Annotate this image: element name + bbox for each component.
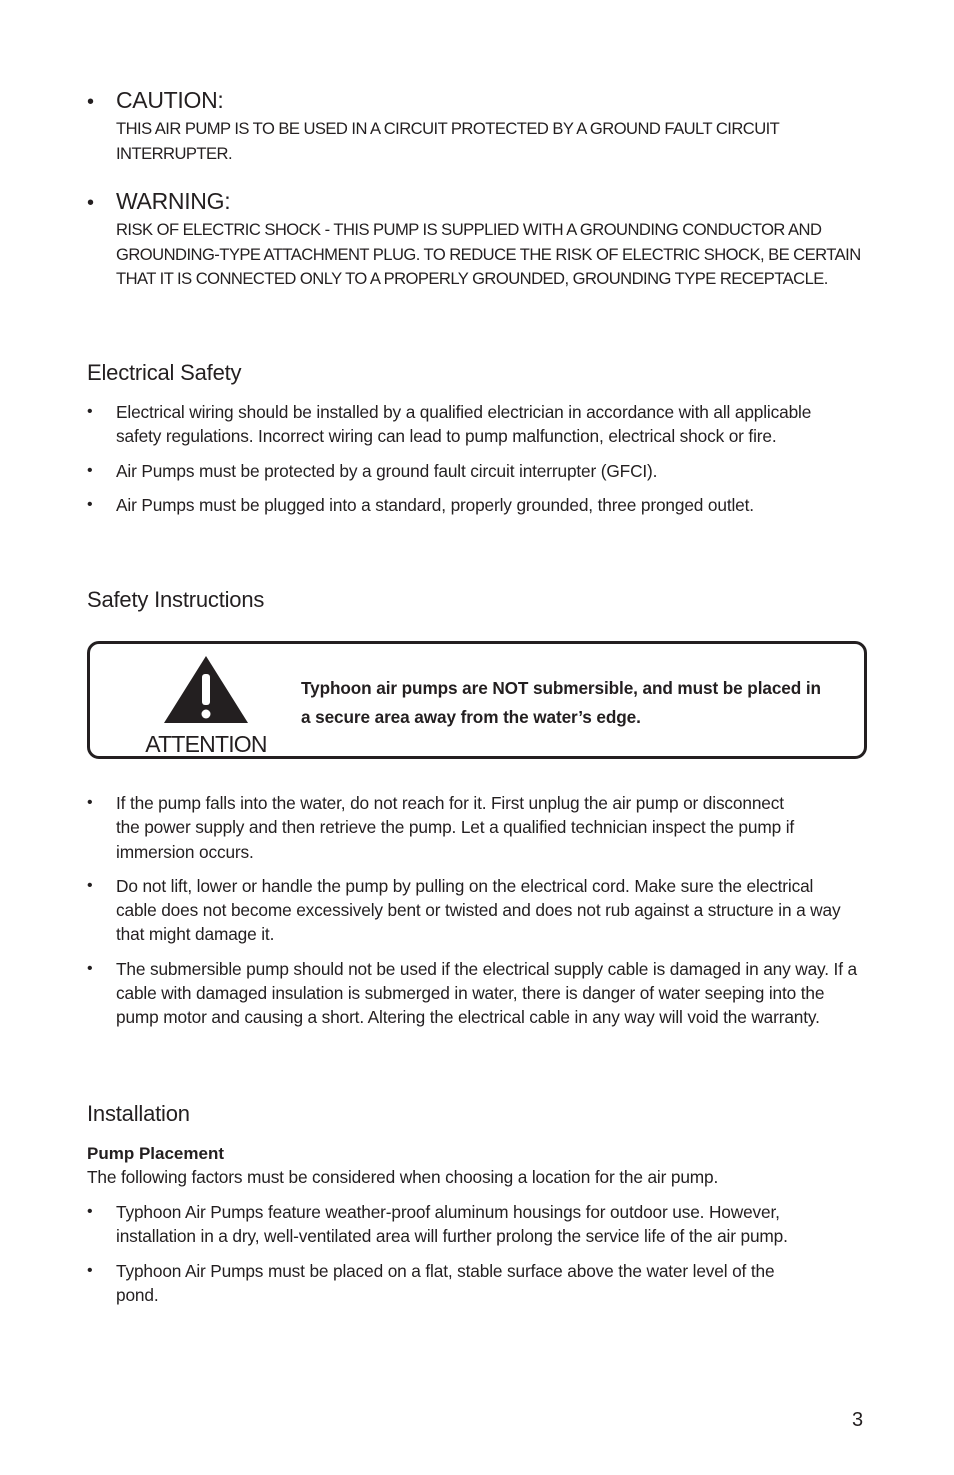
list-item <box>87 1200 857 1249</box>
list-item <box>87 874 857 947</box>
attention-label: ATTENTION <box>145 731 267 757</box>
installation-intro: The following factors must be considered when choosing a location for the air pump. <box>87 1167 719 1187</box>
bullet: • <box>87 1261 93 1279</box>
bullet: • <box>87 192 94 214</box>
bullet: • <box>87 91 94 113</box>
caution-block <box>87 86 867 166</box>
list-item-text: If the pump falls into the water, do not reach for it. First unplug the air pump or disconnect the power supply and then retrieve the pump. Let a qualified technician inspect the pump if immersion occurs. <box>116 793 795 862</box>
warning-body: RISK OF ELECTRIC SHOCK - THIS PUMP IS SUPPLIED WITH A GROUNDING CONDUCTOR AND GROUNDING-TYPE ATTACHMENT PLUG. TO REDUCE THE RISK OF ELECTRIC SHOCK, BE CERTAIN THAT IT IS CONNECTED ONLY TO A PROPERLY GROUNDED, GROUNDING TYPE RECEPTACLE. <box>116 220 861 288</box>
warning-triangle-icon <box>136 654 276 734</box>
caution-body: THIS AIR PUMP IS TO BE USED IN A CIRCUIT PROTECTED BY A GROUND FAULT CIRCUIT INTERRUPTER. <box>116 119 779 163</box>
list-item-text: Do not lift, lower or handle the pump by pulling on the electrical cord. Make sure the electrical cable does not become excessively bent or twisted and does not rub against a structure in a way that might damage it. <box>116 875 841 945</box>
list-item <box>87 1259 816 1308</box>
attention-icon-group <box>136 654 276 757</box>
list-item-text: Electrical wiring should be installed by a qualified electrician in accordance with all applicable safety regulations. Incorrect wiring can lead to pump malfunction, electrical shock or fire. <box>116 402 812 447</box>
bullet: • <box>87 1203 93 1220</box>
caution-heading: CAUTION: <box>116 87 224 113</box>
bullet: • <box>87 794 93 811</box>
list-item <box>87 400 857 449</box>
attention-box <box>87 641 867 759</box>
list-item-text: The submersible pump should not be used if the electrical supply cable is damaged in any way. If a cable with damaged insulation is submerged in water, there is danger of water seeping into the pump motor and causing a short. Altering the electrical cable in any way will void the warranty. <box>116 958 857 1028</box>
safety-instructions-title: Safety Instructions <box>87 587 265 612</box>
bullet: • <box>87 495 93 513</box>
attention-message: Typhoon air pumps are NOT submersible, and must be placed in a secure area away from the water’s edge. <box>301 678 821 727</box>
list-item-text: Typhoon Air Pumps feature weather-proof aluminum housings for outdoor use. However, installation in a dry, well-ventilated area will further prolong the service life of the air pump. <box>116 1202 788 1247</box>
bullet: • <box>87 876 93 894</box>
warning-heading-row <box>87 187 867 217</box>
electrical-safety-title: Electrical Safety <box>87 360 242 385</box>
installation-title: Installation <box>87 1101 190 1126</box>
list-item-text: Air Pumps must be protected by a ground fault circuit interrupter (GFCI). <box>116 460 658 481</box>
warning-block <box>87 187 867 292</box>
list-item <box>87 493 857 517</box>
installation-list <box>87 1200 857 1317</box>
list-item <box>87 791 796 864</box>
list-item-text: Air Pumps must be plugged into a standard, properly grounded, three pronged outlet. <box>116 494 754 515</box>
list-item-text: Typhoon Air Pumps must be placed on a flat, stable surface above the water level of the pond. <box>116 1260 775 1305</box>
warning-heading: WARNING: <box>116 188 231 214</box>
bullet: • <box>87 403 93 420</box>
bullet: • <box>87 461 93 479</box>
bullet: • <box>87 959 93 977</box>
caution-heading-row <box>87 86 867 116</box>
list-item <box>87 957 857 1030</box>
pump-placement-subheading: Pump Placement <box>87 1144 224 1163</box>
list-item <box>87 459 857 483</box>
safety-instructions-list <box>87 791 857 1040</box>
page-number: 3 <box>852 1409 864 1431</box>
electrical-safety-list <box>87 400 857 527</box>
